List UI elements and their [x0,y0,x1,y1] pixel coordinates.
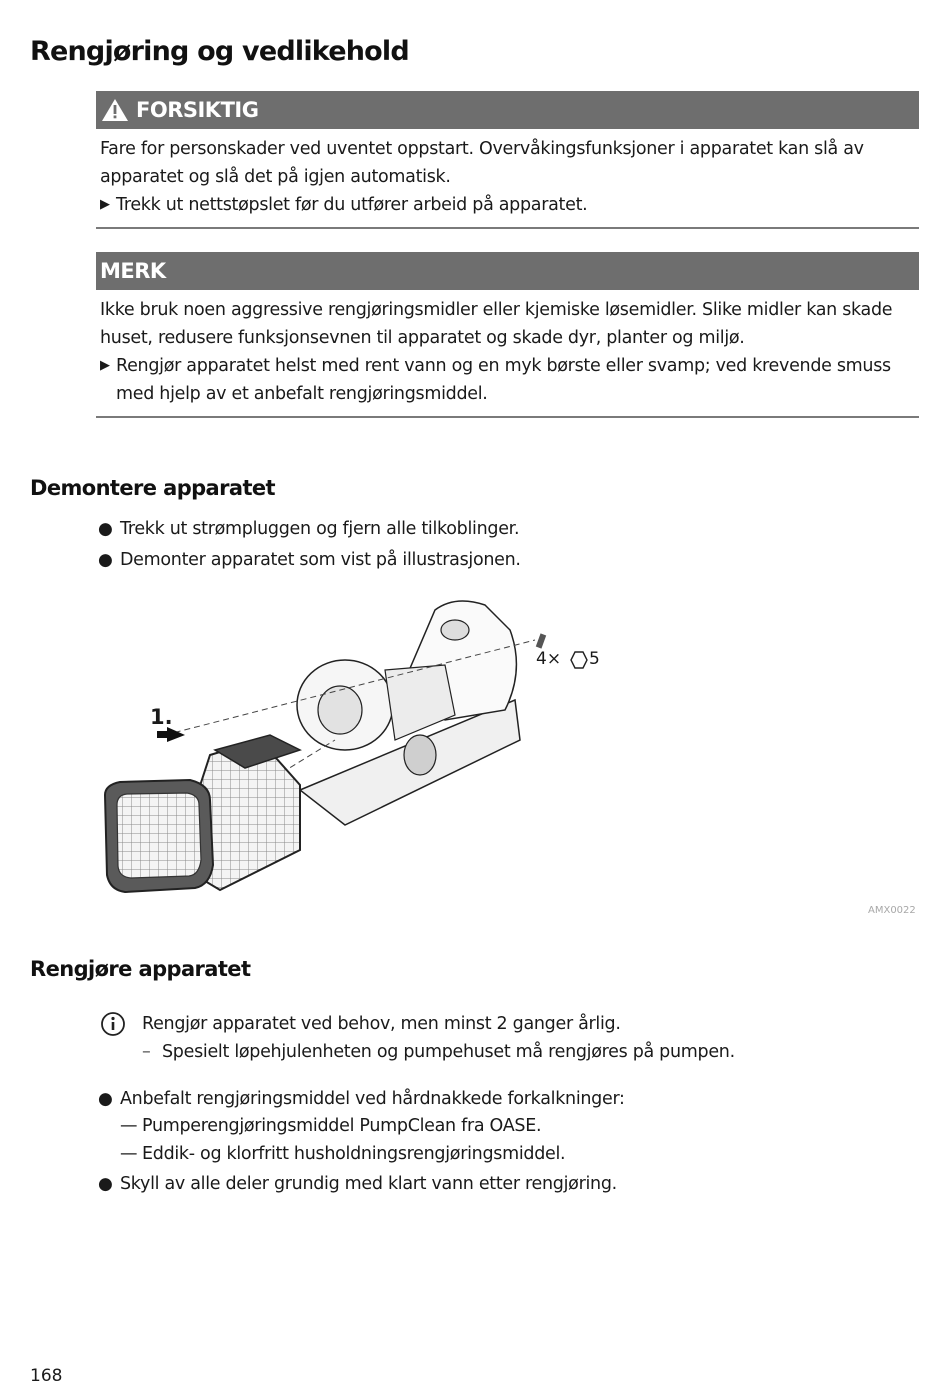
section-heading-cleaning: Rengjøre apparatet [30,957,251,981]
note-step [100,352,915,408]
step-arrow-icon: ▶ [100,197,110,212]
step-arrow-icon: ▶ [100,358,110,373]
note-header [96,252,919,290]
list-item: ● Anbefalt rengjøringsmiddel ved hårdnakkede forkalkninger: [98,1089,625,1109]
note-text: Ikke bruk noen aggressive rengjøringsmidler eller kjemiske løsemidler. Slike midler kan skade huset, redusere funksjonsevnen til apparatet og skade dyr, planter og miljø. [100,300,893,348]
info-icon [100,1011,126,1037]
page-title: Rengjøring og vedlikehold [30,36,409,67]
note-step-text: Rengjør apparatet helst med rent vann og en myk børste eller svamp; ved krevende smuss med hjelp av et anbefalt rengjøringsmiddel. [116,356,891,404]
figure-step-label: 1. [150,705,173,729]
list-item: ● Trekk ut strømpluggen og fjern alle tilkoblinger. [98,519,520,539]
warning-icon [100,97,130,123]
direction-arrow-icon [157,727,185,742]
note-box [96,252,919,418]
screw-count: 4× [536,649,562,669]
outlet-connector [404,735,436,775]
list-item: ● Demonter apparatet som vist på illustrasjonen. [98,550,521,570]
caution-header [96,91,919,129]
disassembly-illustration [95,590,615,900]
caution-text: Fare for personskader ved uventet oppstart. Overvåkingsfunksjoner i apparatet kan slå av apparatet og slå det på igjen automatisk. [100,139,864,187]
page-number: 168 [30,1366,63,1386]
section-heading-disassemble: Demontere apparatet [30,476,275,500]
tool-size: 5 [589,649,600,669]
info-text: Rengjør apparatet ved behov, men minst 2 ganger årlig. [142,1014,621,1034]
divider [96,227,919,229]
sub-list-item: — Pumperengjøringsmiddel PumpClean fra OASE. [120,1116,542,1136]
list-item: ● Skyll av alle deler grundig med klart vann etter rengjøring. [98,1174,617,1194]
hex-key-icon [571,652,587,668]
caution-step [100,191,915,219]
info-sub: – Spesielt løpehjulenheten og pumpehuset må rengjøres på pumpen. [142,1042,735,1062]
figure-code: AMX0022 [868,905,916,916]
caution-step-text: Trekk ut nettstøpslet før du utfører arbeid på apparatet. [116,195,588,215]
caution-heading: FORSIKTIG [136,98,259,122]
sub-list-item: — Eddik- og klorfritt husholdningsrengjøringsmiddel. [120,1144,566,1164]
note-heading: MERK [100,259,166,283]
divider [96,416,919,418]
caution-box [96,91,919,229]
screw-icon [536,633,546,648]
